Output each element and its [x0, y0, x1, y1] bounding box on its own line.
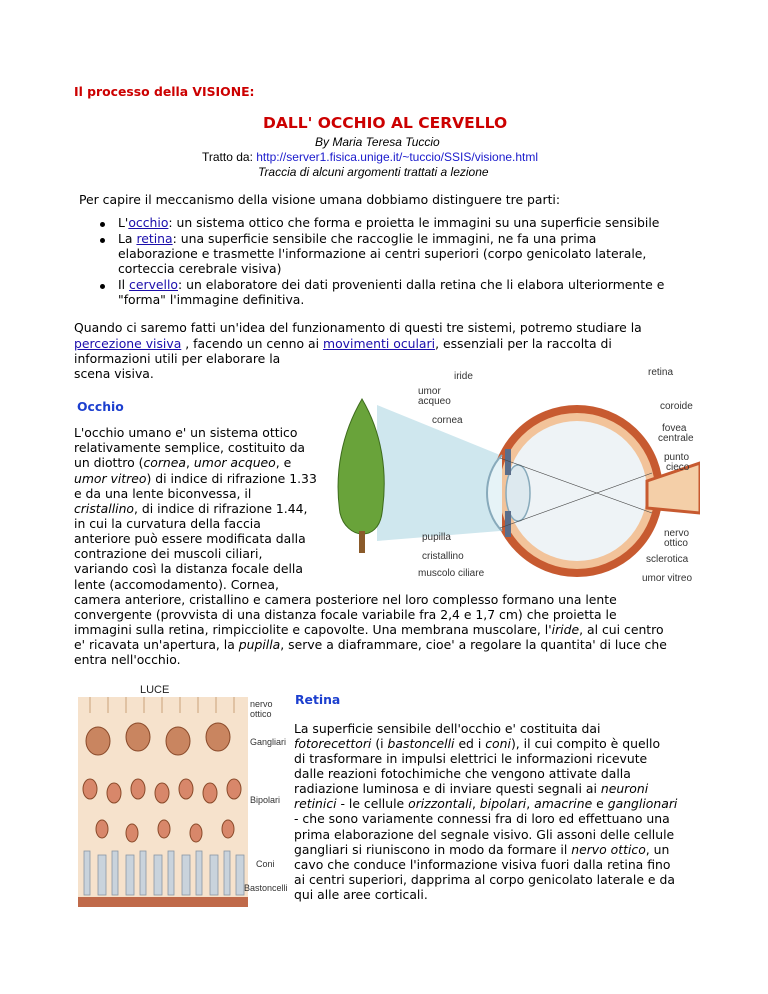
label-sclerotica: sclerotica: [646, 554, 689, 565]
occhio-text: e' ricavata un'apertura, la: [74, 637, 239, 652]
label-umor-vitreo: umor vitreo: [642, 573, 693, 584]
retina-text: - che sono variamente connessi fra di loro ed effettuano una: [294, 811, 670, 826]
retina-text: (i: [371, 736, 388, 751]
kicker: Il processo della VISIONE:: [74, 84, 255, 99]
term-cristallino: cristallino: [74, 501, 135, 516]
heading-occhio: Occhio: [77, 399, 124, 414]
occhio-text: ) di indice di rifrazione 1.33: [146, 471, 317, 486]
label-centrale: centrale: [658, 433, 694, 444]
label-bipolari: Bipolari: [250, 795, 281, 805]
term-iride: iride: [551, 622, 580, 637]
para-text: Quando ci saremo fatti un'idea del funzionamento di questi tre sistemi, potremo studiare la: [74, 320, 642, 335]
item-text: corteccia cerebrale visiva): [118, 261, 282, 276]
occhio-text: in cui la curvatura della faccia: [74, 516, 261, 531]
term-bipolari: bipolari: [479, 796, 527, 811]
item-prefix: L': [118, 215, 129, 230]
label-acqueo: acqueo: [418, 396, 451, 407]
label-punto: punto: [664, 452, 690, 463]
term-orizzontali: orizzontali: [408, 796, 473, 811]
label-gangliari: Gangliari: [250, 737, 287, 747]
term-coni: coni: [485, 736, 511, 751]
label-cieco: cieco: [666, 462, 690, 473]
label-umor: umor: [418, 386, 441, 397]
para-text: , facendo un cenno ai: [181, 336, 324, 351]
label-bastoncelli: Bastoncelli: [244, 883, 288, 893]
occhio-text: , al cui centro: [579, 622, 664, 637]
occhio-text: entra nell'occhio.: [74, 652, 181, 667]
retina-text: La superficie sensibile dell'occhio e' costituita dai: [294, 721, 601, 736]
term-nervo-ottico: nervo ottico: [571, 842, 646, 857]
intro-lead: Per capire il meccanismo della visione umana dobbiamo distinguere tre parti:: [79, 192, 561, 207]
byline: By Maria Teresa Tuccio: [315, 135, 440, 149]
occhio-text: [74, 471, 317, 486]
retina-text: qui alle aree corticali.: [294, 887, 428, 902]
list-item-retina: [118, 231, 596, 246]
occhio-text: , di indice di rifrazione 1.44,: [134, 501, 308, 516]
retina-diagram: [78, 683, 292, 920]
bullet-icon: [100, 222, 105, 227]
item-text: "forma" l'immagine definitiva.: [118, 292, 305, 307]
label-luce: LUCE: [140, 684, 170, 696]
term-amacrine: amacrine: [534, 796, 593, 811]
retina-text: dalle reazioni fotochimiche che vengono attivate dalla: [294, 766, 631, 781]
source-url[interactable]: http://server1.fisica.unige.it/~tuccio/SSIS/visione.html: [256, 150, 539, 164]
occhio-text: ,: [186, 455, 194, 470]
link-percezione[interactable]: percezione visiva: [74, 336, 182, 351]
label-ottico: ottico: [664, 538, 688, 549]
occhio-text: contrazione dei muscoli ciliari,: [74, 546, 263, 561]
para-text: [74, 336, 612, 351]
term-umor-acqueo: umor acqueo: [193, 455, 276, 470]
label-nervo: nervo: [664, 528, 690, 539]
retina-text: radiazione luminosa e di inviare questi segnali ai: [294, 781, 601, 796]
term-bastoncelli: bastoncelli: [387, 736, 455, 751]
list-item-cervello: [118, 277, 664, 292]
page-title: DALL' OCCHIO AL CERVELLO: [263, 114, 508, 132]
list-item-occhio: [118, 215, 659, 230]
occhio-text: anteriore può essere modificata dalla: [74, 531, 306, 546]
para-text: , essenziali per la raccolta di: [435, 336, 612, 351]
retina-text: - le cellule: [336, 796, 409, 811]
occhio-text: , e: [275, 455, 292, 470]
term-fotorecettori: fotorecettori: [294, 736, 372, 751]
retina-text: , un: [645, 842, 670, 857]
retina-text: [294, 842, 669, 857]
label-retina: retina: [648, 367, 674, 378]
label-fovea: fovea: [662, 423, 687, 434]
label-cristallino: cristallino: [422, 551, 464, 562]
label-iride: iride: [454, 371, 473, 382]
occhio-text: un diottro (: [74, 455, 144, 470]
retina-text: gangliari si riuniscono in modo da formare il: [294, 842, 572, 857]
occhio-text: immagini sulla retina, rimpicciolite e capovolte. Una membrana muscolare, l': [74, 622, 552, 637]
item-text: elaborazione e trasmette l'informazione ai centri superiori (corpo genicolato laterale,: [118, 246, 647, 261]
occhio-text: , serve a diaframmare, cioe' a regolare la quantita' di luce che: [280, 637, 667, 652]
heading-retina: Retina: [295, 692, 341, 707]
term-ganglionari: ganglionari: [607, 796, 678, 811]
item-prefix: La: [118, 231, 137, 246]
label-muscolo-ciliare: muscolo ciliare: [418, 568, 485, 579]
retina-text: ai centri superiori, dapprima al corpo genicolato laterale e da: [294, 872, 675, 887]
bullet-icon: [100, 238, 105, 243]
link-occhio[interactable]: occhio: [128, 215, 169, 230]
label-ottico: ottico: [250, 709, 272, 719]
occhio-text: [74, 622, 664, 637]
occhio-text: convergente (provvista di una distanza focale variabile fra 2,4 e 1,7 cm) che proietta le: [74, 607, 617, 622]
label-cornea: cornea: [432, 415, 463, 426]
occhio-text: [74, 501, 307, 516]
occhio-text: camera anteriore, cristallino e camera posteriore nel loro complesso formano una lente: [74, 592, 617, 607]
link-cervello[interactable]: cervello: [129, 277, 178, 292]
retina-text: e: [592, 796, 608, 811]
item-text: : una superficie sensibile che raccoglie le immagini, ne fa una prima: [172, 231, 597, 246]
occhio-text: [74, 455, 291, 470]
occhio-text: relativamente semplice, costituito da: [74, 440, 306, 455]
label-coni: Coni: [256, 859, 275, 869]
source-prefix: Tratto da:: [202, 150, 257, 164]
retina-text: di trasformare in impulsi elettrici le informazioni ricevute: [294, 751, 648, 766]
retina-text: prima elaborazione del segnale visivo. Gli assoni delle cellule: [294, 827, 675, 842]
term-pupilla: pupilla: [238, 637, 281, 652]
para-text: informazioni utili per elaborare la: [74, 351, 281, 366]
eye-diagram: [322, 363, 700, 585]
occhio-text: lente (accomodamento). Cornea,: [74, 577, 279, 592]
retina-text: ), il cui compito è quello: [510, 736, 661, 751]
label-coroide: coroide: [660, 401, 693, 412]
retina-text: cavo che conduce l'informazione visiva fuori dalla retina fino: [294, 857, 671, 872]
link-movimenti[interactable]: movimenti oculari: [323, 336, 436, 351]
retina-text: [294, 736, 660, 751]
item-text: : un sistema ottico che forma e proietta le immagini su una superficie sensibile: [168, 215, 660, 230]
label-pupilla: pupilla: [422, 532, 451, 543]
occhio-text: variando così la distanza focale della: [74, 561, 303, 576]
retina-text: [294, 781, 648, 796]
retina-text: ed i: [454, 736, 486, 751]
para-text: scena visiva.: [74, 366, 154, 381]
source-line: [202, 150, 538, 165]
retina-text: retinici - le cellule orizzontali, bipolari, amacrine e ganglionari: [294, 796, 678, 811]
occhio-text: L'occhio umano e' un sistema ottico: [74, 425, 298, 440]
trace: Traccia di alcuni argomenti trattati a lezione: [258, 165, 489, 179]
item-prefix: Il: [118, 277, 130, 292]
term-retinici: retinici: [294, 796, 337, 811]
bullet-icon: [100, 284, 105, 289]
term-cornea: cornea: [143, 455, 186, 470]
term-umor-vitreo: umor vitreo: [74, 471, 147, 486]
link-retina[interactable]: retina: [136, 231, 173, 246]
item-text: : un elaboratore dei dati provenienti dalla retina che li elabora ulteriormente e: [178, 277, 665, 292]
occhio-text: [74, 637, 667, 652]
label-nervo: nervo: [250, 699, 273, 709]
term-neuroni: neuroni: [600, 781, 649, 796]
occhio-text: e da una lente biconvessa, il: [74, 486, 252, 501]
